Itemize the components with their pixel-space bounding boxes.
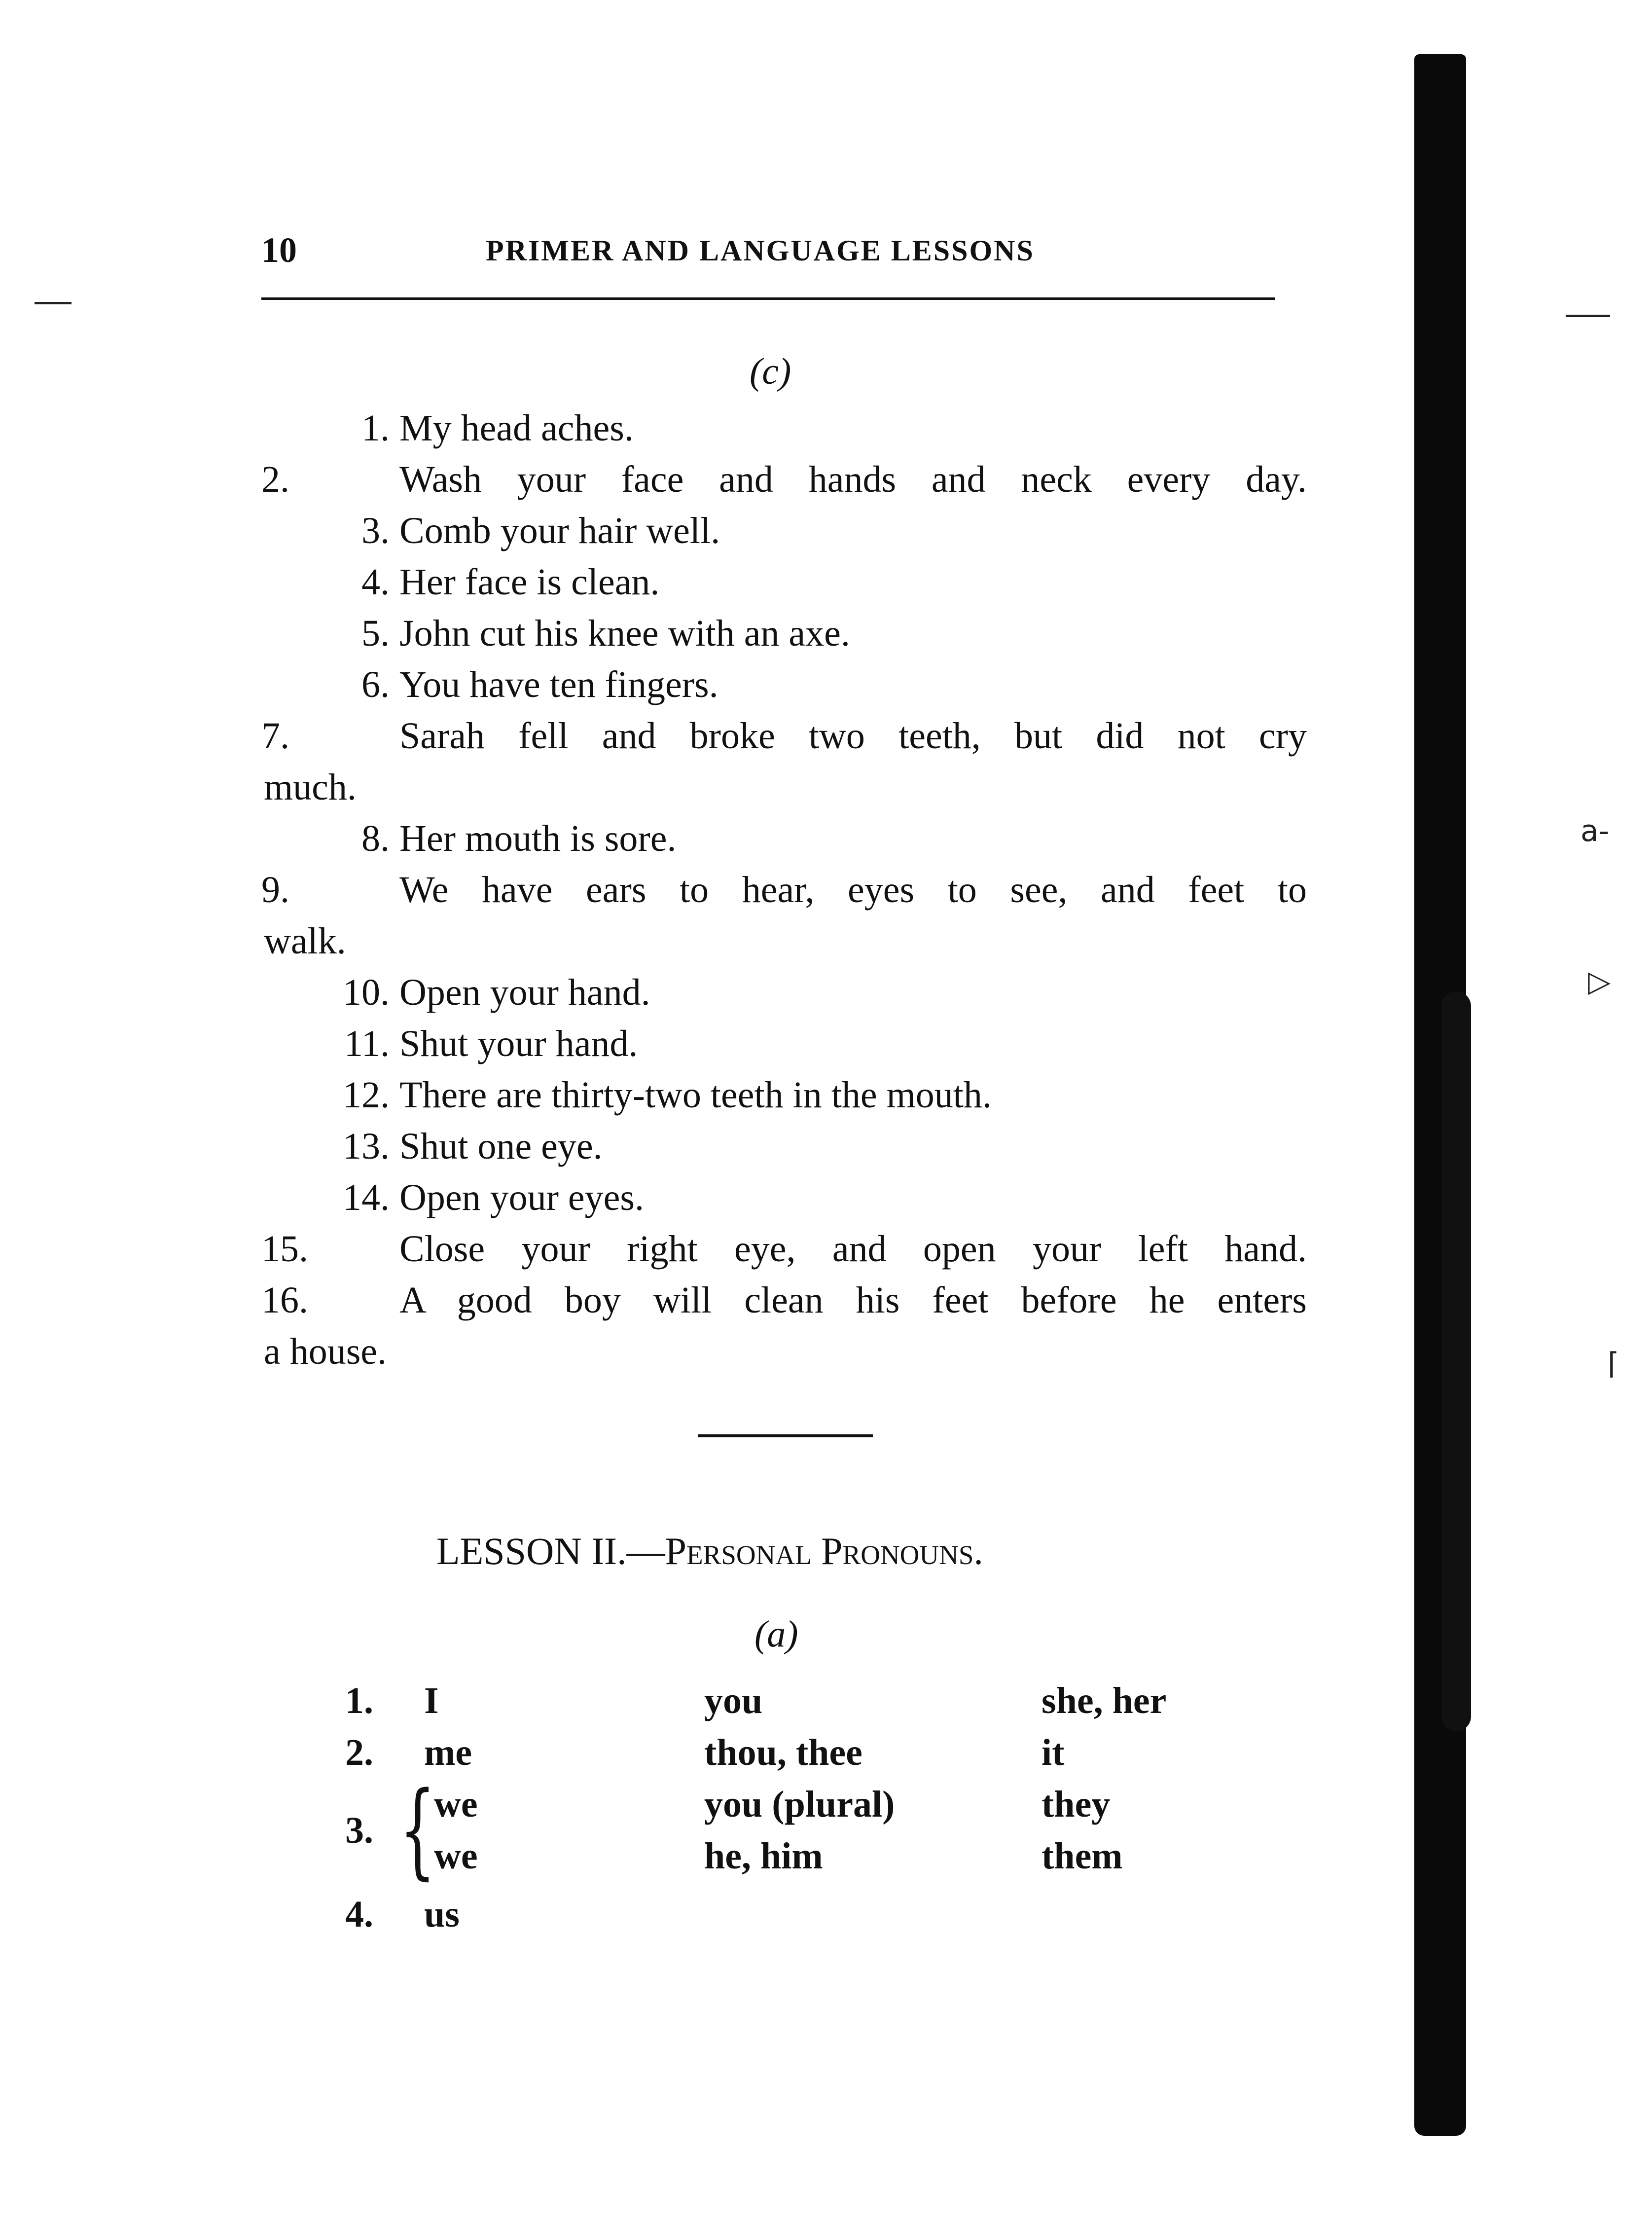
margin-mark: a-: [1580, 814, 1610, 848]
sentence-line: 10. Open your hand.: [343, 972, 650, 1013]
sentence-line: 1. My head aches.: [361, 407, 634, 449]
page-number: 10: [261, 230, 297, 270]
sentence-line: 8. Her mouth is sore.: [361, 818, 677, 859]
sentence-line: 9. We have ears to hear, eyes to see, and feet to: [261, 869, 1307, 911]
sentence-line: 5. John cut his knee with an axe.: [361, 613, 850, 654]
sentence-line: 11. Shut your hand.: [344, 1023, 638, 1064]
pronoun-cell: thou, thee: [704, 1732, 862, 1773]
brace-glyph: {: [399, 1769, 436, 1890]
sentence-continuation: a house.: [264, 1331, 387, 1372]
sentence-line: 15. Close your right eye, and open your left hand.: [261, 1228, 1307, 1270]
pronoun-row-number: 2.: [345, 1732, 373, 1773]
sentence-line: 16. A good boy will clean his feet before he enters: [261, 1279, 1307, 1321]
lesson-title-prefix: LESSON II.—: [436, 1530, 665, 1572]
section-label-c: (c): [750, 351, 791, 392]
sentence-line: 14. Open your eyes.: [343, 1177, 644, 1218]
pronoun-cell: them: [1041, 1835, 1123, 1877]
header-rule: [261, 297, 1275, 300]
triangle-icon: ▷: [1588, 964, 1611, 999]
page-header: [261, 230, 1272, 269]
running-title: PRIMER AND LANGUAGE LESSONS: [486, 234, 1035, 267]
sentence-line: 13. Shut one eye.: [343, 1126, 603, 1167]
pronoun-cell: she, her: [1041, 1680, 1167, 1721]
sentence-line: 4. Her face is clean.: [361, 561, 660, 603]
pronoun-cell: it: [1041, 1732, 1065, 1773]
pronoun-cell: us: [424, 1894, 460, 1935]
pronoun-cell: you (plural): [704, 1784, 895, 1825]
sentence-line: 12. There are thirty-two teeth in the mouth.: [343, 1074, 992, 1116]
sentence-line: 2. Wash your face and hands and neck every day.: [261, 459, 1307, 500]
sentence-continuation: walk.: [264, 920, 346, 962]
pronoun-cell: they: [1041, 1784, 1111, 1825]
pronoun-cell: you: [704, 1680, 763, 1721]
pronoun-cell: he, him: [704, 1835, 823, 1877]
lesson-title-subject: Personal Pronouns.: [665, 1530, 983, 1572]
sentence-line: 3. Comb your hair well.: [361, 510, 720, 551]
lesson-title: [436, 1529, 983, 1573]
pronoun-row-number: 3.: [345, 1810, 373, 1851]
section-divider: [698, 1434, 873, 1437]
pronoun-cell: I: [424, 1680, 439, 1721]
sentence-line: 7. Sarah fell and broke two teeth, but did not cry: [261, 715, 1307, 757]
pronoun-cell: me: [424, 1732, 472, 1773]
sentence-continuation: much.: [264, 767, 357, 808]
sentence-line: 6. You have ten fingers.: [361, 664, 718, 705]
pronoun-cell: we: [434, 1835, 478, 1877]
pronoun-cell: we: [434, 1784, 478, 1825]
section-label-a: (a): [754, 1613, 798, 1655]
binding-shadow-strip: [1414, 54, 1466, 2136]
corner-mark-icon: ⌈: [1608, 1347, 1619, 1381]
margin-tick: [35, 302, 72, 304]
pronoun-row-number: 1.: [345, 1680, 373, 1721]
pronoun-row-number: 4.: [345, 1894, 373, 1935]
margin-tick: [1566, 315, 1610, 317]
